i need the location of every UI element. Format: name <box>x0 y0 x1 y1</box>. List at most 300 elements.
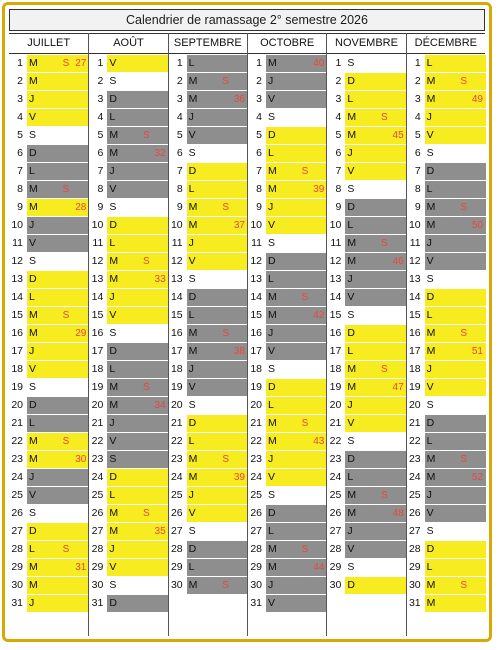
day-number: 27 <box>89 523 106 540</box>
day-number: 24 <box>169 469 186 486</box>
weekday-letter: L <box>27 163 88 180</box>
day-number: 14 <box>248 289 265 306</box>
weekday-letter: M <box>107 397 168 414</box>
week-number: 38 <box>233 346 245 357</box>
day-number: 14 <box>327 289 344 306</box>
day-row <box>407 595 485 613</box>
day-number: 31 <box>407 595 424 612</box>
weekday-letter: M <box>27 577 88 594</box>
week-number: 51 <box>471 346 483 357</box>
weekday-letter: J <box>266 73 327 90</box>
day-number: 14 <box>9 289 26 306</box>
day-number: 18 <box>89 361 106 378</box>
day-number: 3 <box>89 91 106 108</box>
weekday-letter: V <box>187 127 248 144</box>
day-number: 13 <box>89 271 106 288</box>
day-number: 18 <box>169 361 186 378</box>
weekday-letter: J <box>266 199 327 216</box>
month-name: AOÛT <box>89 33 167 54</box>
day-row <box>9 145 88 163</box>
weekday-letter: S <box>187 397 248 414</box>
day-number: 14 <box>169 289 186 306</box>
weekday-letter: J <box>27 91 88 108</box>
day-number: 2 <box>327 73 344 90</box>
day-number: 25 <box>169 487 186 504</box>
week-number: 39 <box>233 472 245 483</box>
day-number: 2 <box>169 73 186 90</box>
weekday-letter: D <box>345 577 406 594</box>
weekday-letter: S <box>345 433 406 450</box>
day-row <box>407 271 485 289</box>
day-number: 25 <box>89 487 106 504</box>
weekday-letter: D <box>187 163 248 180</box>
weekday-letter: L <box>187 307 248 324</box>
weekday-letter: J <box>107 541 168 558</box>
day-row <box>407 487 485 505</box>
weekday-letter: M <box>107 145 168 162</box>
weekday-letter: V <box>425 127 486 144</box>
day-row <box>89 469 167 487</box>
weekday-letter: J <box>187 109 248 126</box>
day-number: 30 <box>407 577 424 594</box>
weekday-letter: V <box>345 163 406 180</box>
day-number: 2 <box>89 73 106 90</box>
day-number: 27 <box>407 523 424 540</box>
day-number: 7 <box>327 163 344 180</box>
day-number: 21 <box>169 415 186 432</box>
day-number: 5 <box>89 127 106 144</box>
day-row <box>407 127 485 145</box>
day-row <box>248 307 326 325</box>
day-row <box>169 163 247 181</box>
weekday-letter: M <box>425 469 486 486</box>
weekday-letter: M <box>107 253 168 270</box>
day-number: 28 <box>327 541 344 558</box>
weekday-letter: M <box>107 505 168 522</box>
month-name: OCTOBRE <box>248 33 326 54</box>
collection-marker: S <box>460 328 467 339</box>
weekday-letter: M <box>187 469 248 486</box>
weekday-letter: D <box>266 379 327 396</box>
weekday-letter: V <box>187 253 248 270</box>
collection-marker: S <box>380 238 388 249</box>
day-number: 14 <box>407 289 424 306</box>
weekday-letter: L <box>107 487 168 504</box>
day-row <box>169 523 247 541</box>
day-row <box>89 379 167 397</box>
day-row <box>89 235 167 253</box>
day-row <box>327 541 405 559</box>
weekday-letter: S <box>107 577 168 594</box>
day-row <box>327 55 405 73</box>
week-number: 28 <box>75 202 87 213</box>
day-row <box>9 109 88 127</box>
day-number: 24 <box>248 469 265 486</box>
weekday-letter: M <box>187 73 248 90</box>
day-number: 11 <box>407 235 424 252</box>
day-row <box>248 91 326 109</box>
week-number: 35 <box>154 526 166 537</box>
weekday-letter: D <box>107 595 168 612</box>
day-number: 5 <box>248 127 265 144</box>
weekday-letter: L <box>266 397 327 414</box>
day-number: 21 <box>89 415 106 432</box>
day-row <box>327 109 405 127</box>
day-row <box>327 289 405 307</box>
day-row <box>248 235 326 253</box>
day-row <box>9 199 88 217</box>
day-number: 1 <box>248 55 265 72</box>
day-number: 27 <box>9 523 26 540</box>
day-number: 30 <box>9 577 26 594</box>
day-number: 16 <box>248 325 265 342</box>
day-row <box>407 181 485 199</box>
day-number: 13 <box>327 271 344 288</box>
weekday-letter: M <box>266 181 327 198</box>
weekday-letter: L <box>27 541 88 558</box>
day-row <box>407 145 485 163</box>
week-number: 50 <box>471 220 483 231</box>
weekday-letter: V <box>27 109 88 126</box>
day-number: 23 <box>407 451 424 468</box>
day-row <box>327 397 405 415</box>
day-number: 28 <box>169 541 186 558</box>
day-number: 17 <box>9 343 26 360</box>
day-row <box>169 91 247 109</box>
day-number: 8 <box>407 181 424 198</box>
day-number: 25 <box>327 487 344 504</box>
day-number: 12 <box>248 253 265 270</box>
weekday-letter: L <box>187 559 248 576</box>
weekday-letter: S <box>266 487 327 504</box>
day-row <box>169 559 247 577</box>
weekday-letter: M <box>27 559 88 576</box>
day-row <box>248 127 326 145</box>
day-row <box>9 415 88 433</box>
weekday-letter: D <box>187 289 248 306</box>
day-number: 8 <box>89 181 106 198</box>
day-number: 26 <box>248 505 265 522</box>
day-row <box>169 181 247 199</box>
day-number: 24 <box>407 469 424 486</box>
weekday-letter: M <box>27 181 88 198</box>
collection-marker: S <box>142 508 150 519</box>
weekday-letter: J <box>266 451 327 468</box>
weekday-letter: V <box>425 505 486 522</box>
day-row <box>169 361 247 379</box>
weekday-letter: L <box>425 559 486 576</box>
day-row <box>327 217 405 235</box>
day-number: 10 <box>407 217 424 234</box>
day-row <box>327 181 405 199</box>
day-number: 26 <box>9 505 26 522</box>
day-number: 6 <box>9 145 26 162</box>
weekday-letter: L <box>266 523 327 540</box>
day-row <box>407 577 485 595</box>
weekday-letter: M <box>266 415 327 432</box>
day-number: 21 <box>248 415 265 432</box>
day-number: 6 <box>89 145 106 162</box>
weekday-letter: V <box>107 55 168 72</box>
day-number: 7 <box>248 163 265 180</box>
weekday-letter: S <box>345 55 406 72</box>
day-row <box>248 541 326 559</box>
weekday-letter: M <box>266 163 327 180</box>
week-number: 32 <box>154 148 166 159</box>
day-row <box>9 55 88 73</box>
weekday-letter: L <box>27 289 88 306</box>
weekday-letter: J <box>107 289 168 306</box>
weekday-letter: M <box>187 451 248 468</box>
weekday-letter: M <box>266 541 327 558</box>
day-number: 3 <box>407 91 424 108</box>
day-number: 10 <box>89 217 106 234</box>
weekday-letter: M <box>187 577 248 594</box>
day-number: 20 <box>9 397 26 414</box>
collection-marker: S <box>301 544 309 555</box>
day-row <box>407 541 485 559</box>
day-row <box>169 109 247 127</box>
day-number: 4 <box>169 109 186 126</box>
weekday-letter: M <box>266 559 327 576</box>
day-row <box>327 127 405 145</box>
day-number: 24 <box>327 469 344 486</box>
day-number: 7 <box>89 163 106 180</box>
day-row <box>9 577 88 595</box>
collection-marker: S <box>142 256 150 267</box>
day-number: 23 <box>327 451 344 468</box>
day-number: 10 <box>248 217 265 234</box>
weekday-letter: M <box>107 379 168 396</box>
collection-marker: S <box>301 166 309 177</box>
weekday-letter: L <box>345 217 406 234</box>
weekday-letter: M <box>27 307 88 324</box>
day-number: 23 <box>9 451 26 468</box>
day-number: 6 <box>248 145 265 162</box>
day-number: 10 <box>327 217 344 234</box>
day-number: 3 <box>248 91 265 108</box>
day-number: 29 <box>89 559 106 576</box>
weekday-letter: J <box>425 487 486 504</box>
day-number: 26 <box>89 505 106 522</box>
weekday-letter: M <box>345 361 406 378</box>
collection-marker: S <box>62 436 70 447</box>
weekday-letter: V <box>345 289 406 306</box>
weekday-letter: V <box>107 433 168 450</box>
day-number: 23 <box>169 451 186 468</box>
week-number: 31 <box>75 562 87 573</box>
collection-marker: S <box>301 418 309 429</box>
weekday-letter: M <box>425 451 486 468</box>
week-number: 52 <box>471 472 483 483</box>
weekday-letter: M <box>345 235 406 252</box>
collection-marker: S <box>142 130 150 141</box>
day-number: 25 <box>407 487 424 504</box>
day-number: 28 <box>407 541 424 558</box>
day-row <box>248 469 326 487</box>
day-row <box>89 397 167 415</box>
collection-marker: S <box>222 580 229 591</box>
day-number: 19 <box>9 379 26 396</box>
weekday-letter: M <box>107 523 168 540</box>
weekday-letter: M <box>345 379 406 396</box>
day-row <box>169 577 247 595</box>
day-number: 9 <box>407 199 424 216</box>
day-number: 13 <box>248 271 265 288</box>
day-row <box>9 469 88 487</box>
day-row <box>327 505 405 523</box>
day-row <box>169 235 247 253</box>
collection-marker: S <box>460 202 467 213</box>
day-row <box>9 487 88 505</box>
day-row <box>407 217 485 235</box>
day-number: 25 <box>248 487 265 504</box>
weekday-letter: J <box>107 163 168 180</box>
collection-marker: S <box>222 454 229 465</box>
weekday-letter: S <box>425 145 486 162</box>
day-row <box>169 343 247 361</box>
day-number: 2 <box>248 73 265 90</box>
day-number: 22 <box>169 433 186 450</box>
weekday-letter: L <box>266 271 327 288</box>
weekday-letter: M <box>425 199 486 216</box>
day-number: 29 <box>169 559 186 576</box>
collection-marker: S <box>222 202 229 213</box>
weekday-letter: D <box>425 163 486 180</box>
weekday-letter: M <box>187 217 248 234</box>
day-row <box>169 289 247 307</box>
day-number: 22 <box>89 433 106 450</box>
day-row <box>89 433 167 451</box>
day-row <box>169 325 247 343</box>
weekday-letter: D <box>27 271 88 288</box>
weekday-letter: M <box>345 127 406 144</box>
weekday-letter: J <box>266 325 327 342</box>
weekday-letter: J <box>345 523 406 540</box>
week-number: 33 <box>154 274 166 285</box>
week-number: 48 <box>392 508 404 519</box>
collection-marker: S <box>62 184 70 195</box>
day-row <box>327 487 405 505</box>
day-row <box>327 523 405 541</box>
day-row <box>89 343 167 361</box>
month-column-juillet <box>9 33 88 636</box>
weekday-letter: M <box>345 505 406 522</box>
day-row <box>89 109 167 127</box>
day-number: 29 <box>327 559 344 576</box>
weekday-letter: M <box>345 253 406 270</box>
day-row <box>89 55 167 73</box>
weekday-letter: M <box>266 307 327 324</box>
weekday-letter: D <box>27 397 88 414</box>
weekday-letter: V <box>27 361 88 378</box>
day-number: 12 <box>9 253 26 270</box>
day-number: 16 <box>89 325 106 342</box>
weekday-letter: J <box>345 145 406 162</box>
weekday-letter: M <box>27 451 88 468</box>
weekday-letter: D <box>107 343 168 360</box>
day-number: 8 <box>327 181 344 198</box>
weekday-letter: M <box>425 91 486 108</box>
day-row <box>327 361 405 379</box>
calendar-title: Calendrier de ramassage 2° semestre 2026 <box>9 9 485 31</box>
day-number: 27 <box>327 523 344 540</box>
day-number: 30 <box>327 577 344 594</box>
day-number: 20 <box>169 397 186 414</box>
day-number: 25 <box>9 487 26 504</box>
day-row <box>407 91 485 109</box>
day-row <box>169 541 247 559</box>
day-number: 17 <box>327 343 344 360</box>
weekday-letter: S <box>266 235 327 252</box>
day-number: 9 <box>89 199 106 216</box>
day-row <box>248 487 326 505</box>
week-number: 37 <box>233 220 245 231</box>
weekday-letter: L <box>345 343 406 360</box>
day-row <box>89 199 167 217</box>
collection-marker: S <box>62 58 70 69</box>
day-number: 7 <box>407 163 424 180</box>
day-row <box>89 451 167 469</box>
day-row <box>407 361 485 379</box>
day-number: 13 <box>169 271 186 288</box>
collection-marker: S <box>222 76 229 87</box>
day-number: 26 <box>327 505 344 522</box>
day-row <box>89 127 167 145</box>
month-column-novembre <box>326 33 405 636</box>
weekday-letter: L <box>27 415 88 432</box>
weekday-letter: L <box>425 307 486 324</box>
day-row <box>407 109 485 127</box>
month-column-septembre <box>168 33 247 636</box>
month-name: DÉCEMBRE <box>407 33 485 54</box>
weekday-letter: L <box>345 469 406 486</box>
day-number: 18 <box>248 361 265 378</box>
day-row <box>9 127 88 145</box>
day-number: 1 <box>407 55 424 72</box>
day-row <box>327 559 405 577</box>
day-row <box>9 253 88 271</box>
day-row <box>89 577 167 595</box>
week-number: 44 <box>313 562 325 573</box>
day-row <box>9 541 88 559</box>
day-number: 4 <box>9 109 26 126</box>
day-number: 17 <box>407 343 424 360</box>
day-row <box>248 145 326 163</box>
day-number: 19 <box>169 379 186 396</box>
collection-marker: S <box>460 580 467 591</box>
day-number: 1 <box>169 55 186 72</box>
day-row <box>9 235 88 253</box>
weekday-letter: S <box>27 505 88 522</box>
month-column-août <box>88 33 167 636</box>
day-number: 22 <box>9 433 26 450</box>
weekday-letter: J <box>27 217 88 234</box>
day-row <box>248 217 326 235</box>
collection-marker: S <box>460 76 467 87</box>
day-number: 15 <box>9 307 26 324</box>
day-row <box>407 73 485 91</box>
day-row <box>407 55 485 73</box>
week-number: 27 <box>75 58 87 69</box>
weekday-letter: V <box>266 595 327 612</box>
day-row <box>9 271 88 289</box>
weekday-letter: D <box>425 289 486 306</box>
weekday-letter: V <box>266 217 327 234</box>
day-number: 28 <box>89 541 106 558</box>
collection-marker: S <box>380 364 388 375</box>
week-number: 36 <box>233 94 245 105</box>
